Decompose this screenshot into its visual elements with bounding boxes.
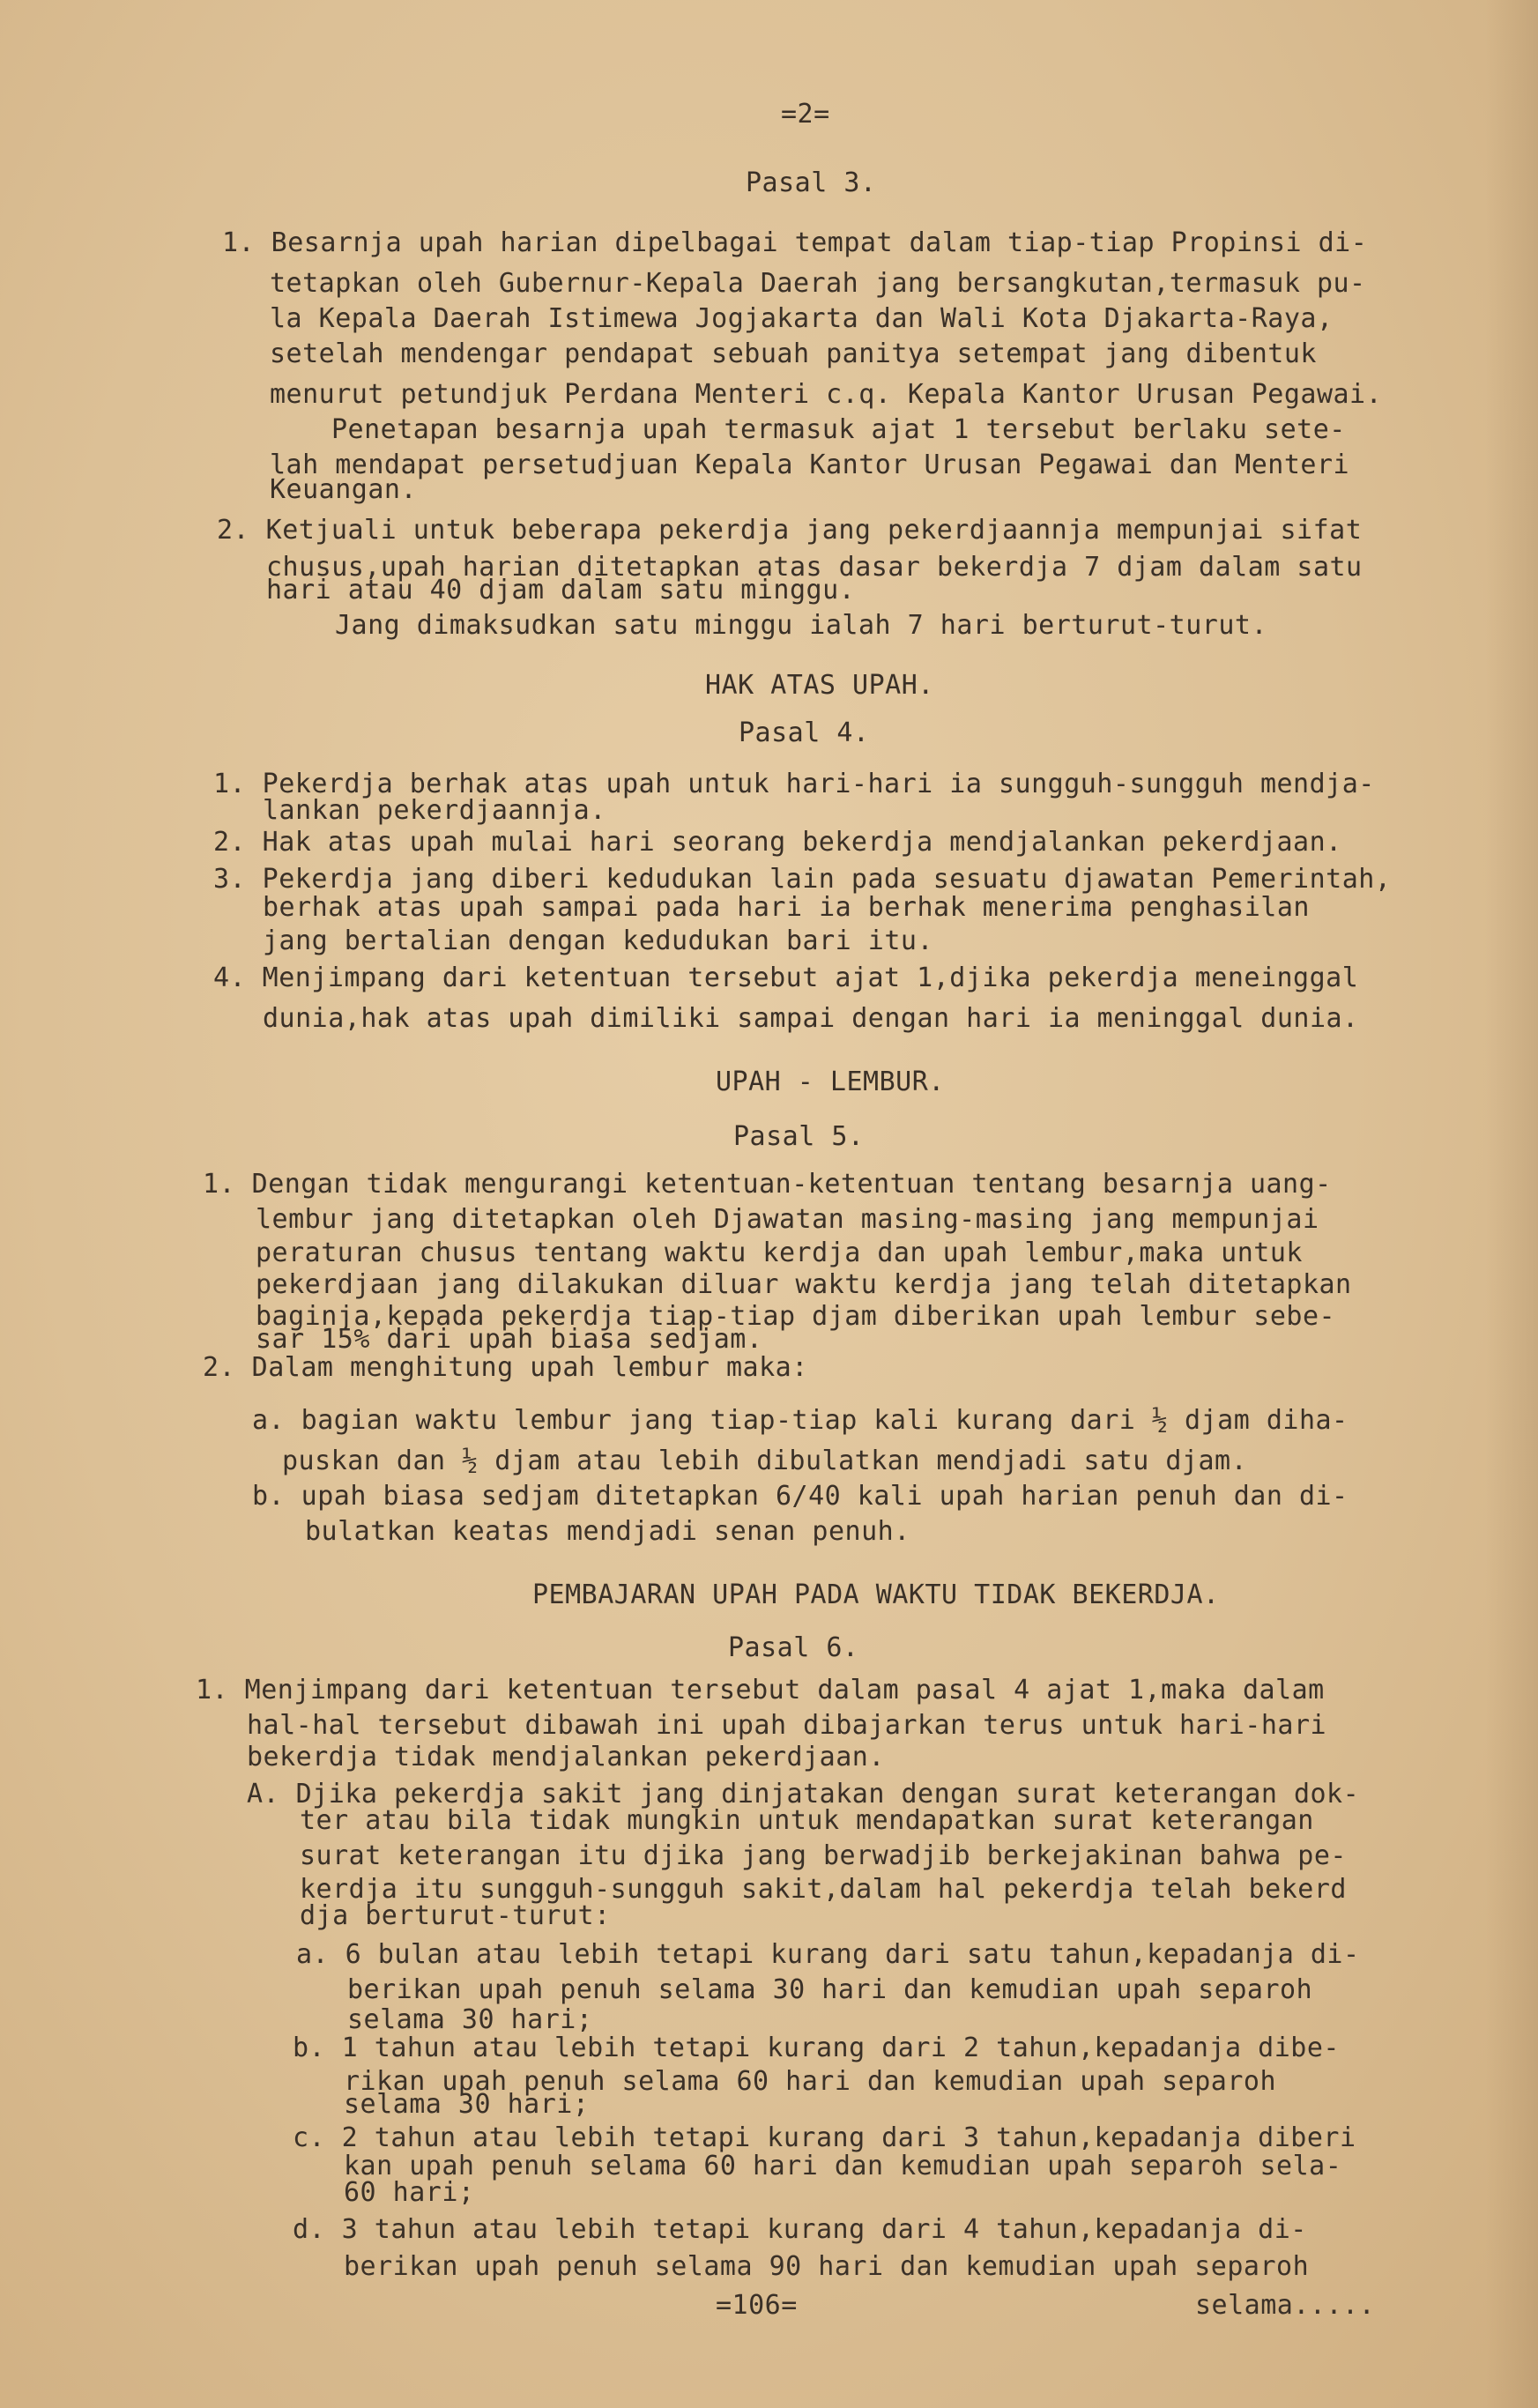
pasal-4-line: 1. Pekerdja berhak atas upah untuk hari-hari ia sungguh-sungguh mendja- (213, 769, 1375, 799)
pasal-6-item-b: rikan upah penuh selama 60 hari dan kemudian upah separoh (344, 2066, 1277, 2097)
pasal-6-item-a: berikan upah penuh selama 30 hari dan kemudian upah separoh (347, 1974, 1313, 2005)
pasal-4-title: Pasal 4. (739, 717, 870, 748)
pasal-3-line: tetapkan oleh Gubernur-Kepala Daerah jang bersangkutan,termasuk pu- (270, 268, 1366, 299)
pasal-6-item-b: b. 1 tahun atau lebih tetapi kurang dari 2 tahun,kepadanja dibe- (293, 2033, 1340, 2063)
pasal-6-item-d: d. 3 tahun atau lebih tetapi kurang dari 4 tahun,kepadanja di- (293, 2214, 1307, 2245)
pasal-4-line: 3. Pekerdja jang diberi kedudukan lain pada sesuatu djawatan Pemerintah, (213, 864, 1392, 895)
pasal-5-title: Pasal 5. (733, 1121, 865, 1152)
pasal-6-title: Pasal 6. (728, 1632, 859, 1663)
pasal-6-line: ter atau bila tidak mungkin untuk mendapatkan surat keterangan (300, 1805, 1314, 1836)
pasal-3-line: 1. Besarnja upah harian dipelbagai tempat dalam tiap-tiap Propinsi di- (222, 227, 1368, 258)
pasal-3-title: Pasal 3. (746, 167, 877, 198)
page-number: =106= (716, 2290, 798, 2321)
pasal-5-line: sar 15% dari upah biasa sedjam. (256, 1324, 763, 1355)
pasal-3-line: 2. Ketjuali untuk beberapa pekerdja jang pekerdjaannja mempunjai sifat (217, 515, 1363, 546)
page-edge-shadow (1485, 0, 1538, 2408)
pasal-4-line: 2. Hak atas upah mulai hari seorang bekerdja mendjalankan pekerdjaan. (213, 827, 1342, 858)
continuation-word: selama..... (1195, 2290, 1376, 2321)
pasal-6-line: 1. Menjimpang dari ketentuan tersebut dalam pasal 4 ajat 1,maka dalam (196, 1675, 1325, 1706)
pasal-5-line: lembur jang ditetapkan oleh Djawatan masing-masing jang mempunjai (256, 1204, 1319, 1235)
pasal-3-line: setelah mendengar pendapat sebuah panitya setempat jang dibentuk (270, 338, 1317, 369)
pasal-5-line: 2. Dalam menghitung upah lembur maka: (203, 1352, 808, 1383)
pasal-5-line: b. upah biasa sedjam ditetapkan 6/40 kali upah harian penuh dan di- (252, 1481, 1349, 1512)
pasal-6-line: kerdja itu sungguh-sungguh sakit,dalam hal pekerdja telah bekerd (300, 1874, 1347, 1905)
pasal-6-line: hal-hal tersebut dibawah ini upah dibajarkan terus untuk hari-hari (247, 1710, 1327, 1741)
section-heading-upah-lembur: UPAH - LEMBUR. (716, 1067, 945, 1097)
pasal-6-item-b: selama 30 hari; (344, 2089, 590, 2120)
pasal-6-line: bekerdja tidak mendjalankan pekerdjaan. (247, 1742, 885, 1773)
pasal-3-line: lah mendapat persetudjuan Kepala Kantor Urusan Pegawai dan Menteri (270, 450, 1350, 480)
pasal-3-line: chusus,upah harian ditetapkan atas dasar bekerdja 7 djam dalam satu (266, 552, 1363, 583)
pasal-6-line: dja berturut-turut: (300, 1900, 611, 1931)
pasal-6-item-c: 60 hari; (344, 2177, 475, 2208)
pasal-3-line: hari atau 40 djam dalam satu minggu. (266, 575, 856, 606)
pasal-3-line: Penetapan besarnja upah termasuk ajat 1 tersebut berlaku sete- (331, 414, 1346, 445)
pasal-4-line: 4. Menjimpang dari ketentuan tersebut ajat 1,djika pekerdja meneinggal (213, 962, 1359, 993)
pasal-5-line: baginja,kepada pekerdja tiap-tiap djam diberikan upah lembur sebe- (256, 1301, 1336, 1332)
pasal-5-line: puskan dan ½ djam atau lebih dibulatkan mendjadi satu djam. (282, 1446, 1248, 1476)
pasal-5-line: a. bagian waktu lembur jang tiap-tiap kali kurang dari ½ djam diha- (252, 1405, 1349, 1436)
pasal-6-item-a: selama 30 hari; (347, 2004, 593, 2035)
pasal-5-line: 1. Dengan tidak mengurangi ketentuan-ketentuan tentang besarnja uang- (203, 1169, 1332, 1200)
pasal-6-line: A. Djika pekerdja sakit jang dinjatakan dengan surat keterangan dok- (247, 1779, 1360, 1810)
pasal-5-line: pekerdjaan jang dilakukan diluar waktu kerdja jang telah ditetapkan (256, 1269, 1352, 1300)
pasal-4-line: berhak atas upah sampai pada hari ia berhak menerima penghasilan (263, 892, 1310, 923)
pasal-3-line: Jang dimaksudkan satu minggu ialah 7 hari berturut-turut. (335, 610, 1268, 641)
pasal-5-line: peraturan chusus tentang waktu kerdja dan upah lembur,maka untuk (256, 1237, 1303, 1268)
section-heading-hak-atas-upah: HAK ATAS UPAH. (705, 670, 934, 701)
pasal-5-line: bulatkan keatas mendjadi senan penuh. (305, 1516, 910, 1547)
pasal-3-line: menurut petundjuk Perdana Menteri c.q. Kepala Kantor Urusan Pegawai. (270, 379, 1383, 410)
pasal-4-line: jang bertalian dengan kedudukan bari itu. (263, 925, 934, 956)
pasal-4-line: lankan pekerdjaannja. (263, 795, 606, 826)
pasal-3-line: Keuangan. (270, 474, 418, 505)
pasal-6-item-c: c. 2 tahun atau lebih tetapi kurang dari 3 tahun,kepadanja diberi (293, 2122, 1356, 2153)
pasal-6-line: surat keterangan itu djika jang berwadjib berkejakinan bahwa pe- (300, 1840, 1347, 1871)
pasal-6-item-a: a. 6 bulan atau lebih tetapi kurang dari satu tahun,kepadanja di- (296, 1939, 1360, 1970)
page-header: =2= (781, 99, 830, 130)
section-heading-pembajaran-upah: PEMBAJARAN UPAH PADA WAKTU TIDAK BEKERDJA. (532, 1579, 1220, 1610)
pasal-6-item-c: kan upah penuh selama 60 hari dan kemudian upah separoh sela- (344, 2151, 1342, 2181)
pasal-6-item-d: berikan upah penuh selama 90 hari dan kemudian upah separoh (344, 2251, 1310, 2282)
pasal-4-line: dunia,hak atas upah dimiliki sampai dengan hari ia meninggal dunia. (263, 1003, 1359, 1034)
pasal-3-line: la Kepala Daerah Istimewa Jogjakarta dan Wali Kota Djakarta-Raya, (270, 303, 1334, 334)
